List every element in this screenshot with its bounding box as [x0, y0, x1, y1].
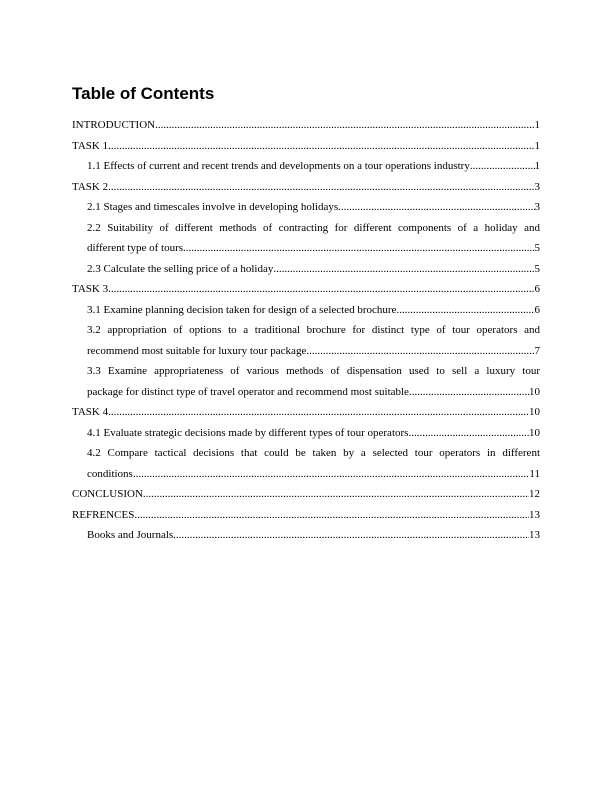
dot-leader [108, 402, 529, 423]
toc-entry-references[interactable] [72, 505, 540, 526]
toc-entry-label-line-1: 3.2 appropriation of options to a traditional brochure for distinct type of tour operators and [87, 324, 540, 336]
toc-entry-introduction[interactable] [72, 115, 540, 136]
dot-leader [108, 279, 534, 300]
toc-entry-page: 10 [529, 385, 540, 398]
toc-entry-page: 5 [534, 242, 540, 254]
dot-leader [306, 341, 534, 362]
toc-title: Table of Contents [72, 84, 215, 103]
toc-entry-label-line-2: recommend most suitable for luxury tour package [87, 344, 307, 357]
toc-entry-4-2[interactable] [72, 443, 540, 484]
dot-leader [396, 300, 534, 321]
toc-entry-page: 1 [534, 119, 540, 131]
dot-leader [133, 464, 530, 485]
toc-entry-label-line-1: 4.2 Compare tactical decisions that could be taken by a selected tour operators in different [87, 447, 540, 459]
toc-entry-label: TASK 4 [72, 406, 109, 418]
toc-entry-label-line-1: 2.2 Suitability of different methods of contracting for different components of a holiday and [87, 221, 540, 234]
toc-entry-label: TASK 1 [72, 139, 109, 152]
toc-entry-page: 7 [534, 344, 540, 357]
toc-entry-page: 10 [529, 406, 540, 418]
dot-leader [155, 115, 534, 136]
toc-entry-label: REFRENCES [72, 508, 135, 521]
toc-entry-page: 3 [534, 201, 540, 213]
toc-entry-label: Books and Journals [87, 529, 174, 541]
dot-leader [108, 136, 534, 157]
toc-entry-page: 1 [534, 160, 540, 172]
toc-entry-page: 6 [534, 303, 540, 316]
toc-entry-page: 6 [534, 283, 540, 295]
toc-entry-label: TASK 2 [72, 180, 109, 193]
toc-entry-label: 2.3 Calculate the selling price of a holiday [87, 262, 274, 275]
dot-leader [108, 177, 534, 198]
toc-entry-page: 10 [529, 426, 540, 439]
toc-entry-label: 4.1 Evaluate strategic decisions made by different types of tour operators [87, 426, 409, 439]
toc-entry-books-and-journals[interactable] [72, 525, 540, 546]
toc-entry-2-3[interactable] [72, 259, 540, 280]
toc-entry-task-2[interactable] [72, 177, 540, 198]
toc-entry-3-1[interactable] [72, 300, 540, 321]
table-of-contents [72, 115, 540, 546]
toc-entry-label: INTRODUCTION [72, 119, 156, 131]
dot-leader [273, 259, 534, 280]
toc-entry-label-line-2: conditions [87, 467, 133, 480]
toc-entry-label: CONCLUSION [72, 488, 143, 500]
dot-leader [408, 423, 529, 444]
dot-leader [470, 156, 535, 177]
toc-entry-conclusion[interactable] [72, 484, 540, 505]
dot-leader [338, 197, 534, 218]
dot-leader [143, 484, 529, 505]
toc-entry-label: 3.1 Examine planning decision taken for design of a selected brochure [87, 303, 397, 316]
toc-entry-2-2[interactable] [72, 218, 540, 259]
toc-entry-page: 13 [529, 508, 540, 521]
toc-entry-page: 3 [534, 180, 540, 193]
toc-entry-3-2[interactable] [72, 320, 540, 361]
toc-entry-label: 2.1 Stages and timescales involve in developing holidays [87, 201, 339, 213]
toc-entry-task-1[interactable] [72, 136, 540, 157]
toc-entry-3-3[interactable] [72, 361, 540, 402]
toc-entry-page: 5 [534, 262, 540, 275]
toc-entry-label-line-1: 3.3 Examine appropriateness of various methods of dispensation used to sell a luxury tour [87, 365, 540, 377]
toc-entry-4-1[interactable] [72, 423, 540, 444]
dot-leader [134, 505, 529, 526]
toc-entry-label-line-2: package for distinct type of travel operator and recommend most suitable [87, 385, 409, 398]
toc-entry-task-3[interactable] [72, 279, 540, 300]
toc-entry-label-line-2: different type of tours [87, 242, 184, 254]
toc-entry-1-1[interactable] [72, 156, 540, 177]
toc-entry-label: TASK 3 [72, 283, 109, 295]
dot-leader [173, 525, 529, 546]
toc-entry-page: 11 [529, 467, 540, 480]
toc-entry-page: 12 [529, 488, 540, 500]
toc-entry-label: 1.1 Effects of current and recent trends and developments on a tour operations industry [87, 160, 470, 172]
toc-entry-page: 13 [529, 529, 540, 541]
toc-entry-page: 1 [534, 139, 540, 152]
toc-entry-task-4[interactable] [72, 402, 540, 423]
toc-entry-2-1[interactable] [72, 197, 540, 218]
dot-leader [409, 382, 529, 403]
dot-leader [183, 238, 534, 259]
